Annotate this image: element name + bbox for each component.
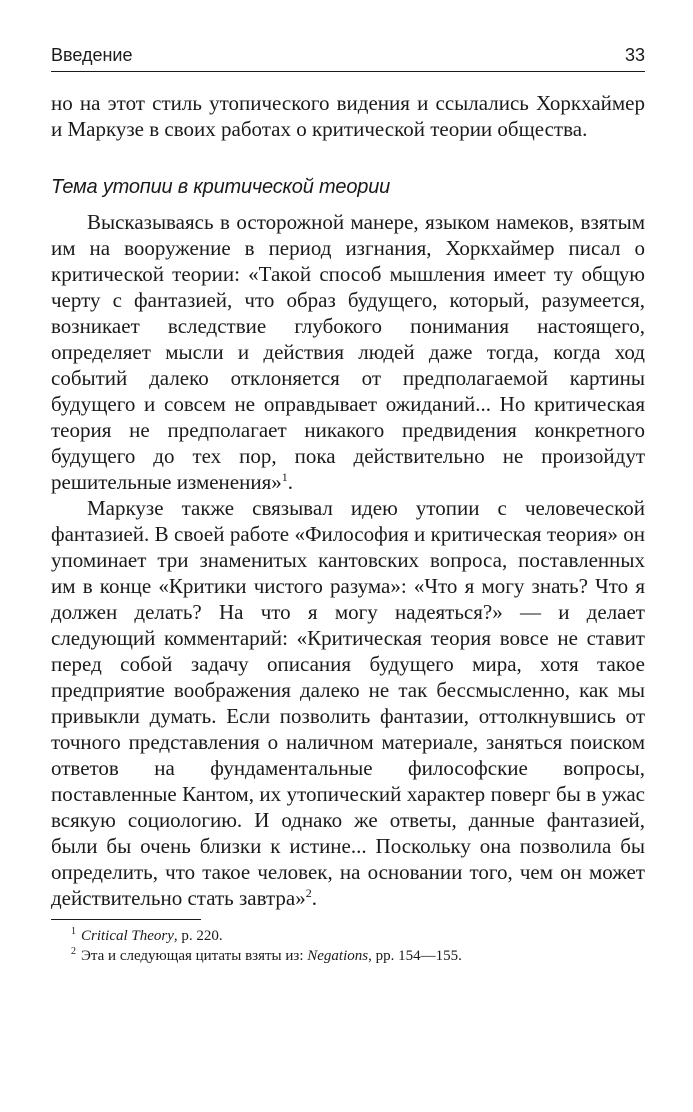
footnote-1 (51, 926, 645, 946)
paragraph-text: Маркузе также связывал идею утопии с человеческой фантазией. В своей работе «Философия и критическая теория» он упоминает три знаменитых кантовских вопроса, поставленных им в конце «Критики чистого разума»: «Что я могу знать? Что я должен делать? На что я могу надеяться?» — и делает следующий комментарий: «Критическая теория вовсе не ставит перед собой задачу описания будущего мира, хотя такое предприятие воображения далеко не так бессмысленно, как мы привыкли думать. Если позволить фантазии, оттолкнувшись от точного представления о наличном материале, заняться поиском ответов на фундаментальные философские вопросы, поставленные Кантом, их утопический характер поверг бы в ужас всякую социологию. И однако же ответы, данные фантазией, были бы очень близки к истине... Поскольку она позволила бы определить, что такое человек, на основании того, чем он может действительно стать завтра» (51, 496, 645, 910)
footnote-ref[interactable]: 1 (281, 470, 288, 484)
footnote-divider (51, 919, 201, 920)
footnote-source-rest: , pp. 154—155. (368, 948, 462, 964)
running-head (51, 44, 645, 72)
footnote-2 (51, 946, 645, 966)
paragraph-marcuse (51, 495, 645, 911)
page-number: 33 (624, 45, 645, 65)
footnote-source-title: Critical Theory (81, 928, 174, 944)
paragraph-text: Высказываясь в осторожной манере, языком намеков, взятым им на вооружение в период изгнания, Хоркхаймер писал о критической теории: «Такой способ мышления имеет ту общую черту с фантазией, что образ будущего, который, разумеется, возникает вследствие глубокого понимания настоящего, определяет мысли и действия людей даже тогда, когда ход событий далеко отклоняется от предполагаемой картины будущего и совсем не оправдывает ожиданий... Но критическая теория не предполагает никакого предвидения конкретного будущего до тех пор, пока действительно не произойдут решительные изменения» (51, 210, 645, 494)
chapter-title: Введение (51, 45, 133, 65)
section-heading: Тема утопии в критической теории (51, 176, 391, 198)
footnote-lead: Эта и следующая цитаты взяты из: (81, 948, 308, 964)
footnote-ref[interactable]: 2 (305, 886, 312, 900)
footnote-mark: 2 (71, 946, 76, 957)
paragraph-continued (51, 90, 645, 142)
footnote-mark: 1 (71, 926, 76, 937)
paragraph-text: но на этот стиль утопического видения и ссылались Хоркхаймер и Маркузе в своих работах о критической теории общества. (51, 91, 645, 141)
paragraph-horkheimer (51, 209, 645, 495)
footnote-source-title: Negations (307, 948, 369, 964)
paragraph-end-punct: . (311, 886, 317, 910)
footnote-source-rest: , p. 220. (173, 928, 223, 944)
paragraph-end-punct: . (287, 470, 293, 494)
book-page (51, 44, 645, 966)
